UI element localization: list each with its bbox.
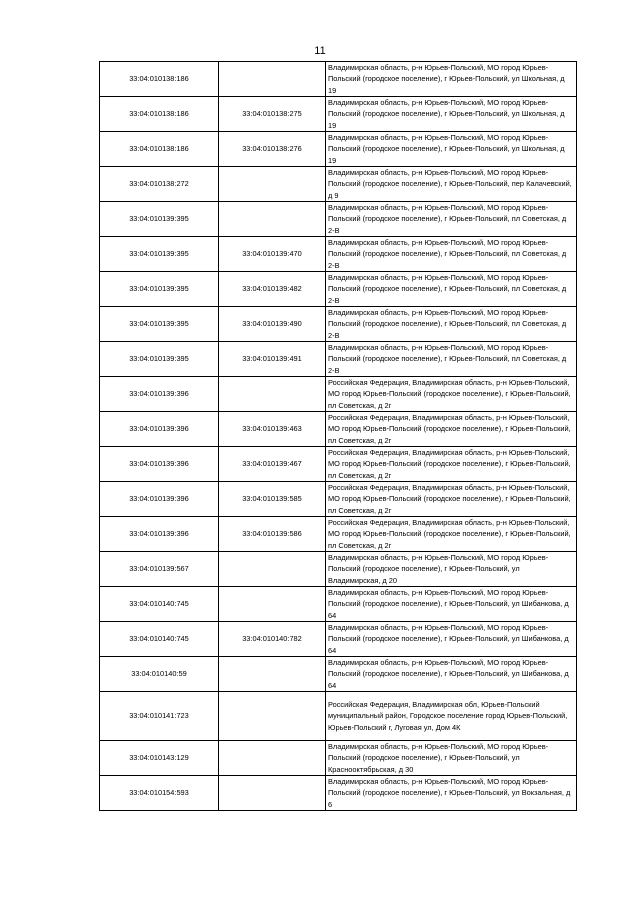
parcel-number-cell: 33:04:010139:396 — [100, 377, 219, 412]
table-row — [100, 622, 577, 657]
object-number-cell: 33:04:010139:585 — [219, 482, 326, 517]
address-cell: Российская Федерация, Владимирская область, р-н Юрьев-Польский, МО город Юрьев-Польский (городское поселение), г Юрьев-Польский, пл Советская, д 2г — [326, 517, 577, 552]
parcel-number-cell: 33:04:010141:723 — [100, 692, 219, 741]
object-number-cell: 33:04:010139:491 — [219, 342, 326, 377]
object-number-cell — [219, 657, 326, 692]
object-number-cell: 33:04:010139:490 — [219, 307, 326, 342]
parcel-number-cell: 33:04:010139:396 — [100, 412, 219, 447]
table-row — [100, 307, 577, 342]
table-row — [100, 97, 577, 132]
parcel-number-cell: 33:04:010139:395 — [100, 342, 219, 377]
address-cell: Российская Федерация, Владимирская область, р-н Юрьев-Польский, МО город Юрьев-Польский (городское поселение), г Юрьев-Польский, пл Советская, д 2г — [326, 377, 577, 412]
address-cell: Владимирская область, р-н Юрьев-Польский, МО город Юрьев-Польский (городское поселение), г Юрьев-Польский, ул Школьная, д 19 — [326, 62, 577, 97]
address-cell: Владимирская область, р-н Юрьев-Польский, МО город Юрьев-Польский (городское поселение), г Юрьев-Польский, ул Шибанкова, д 64 — [326, 622, 577, 657]
address-cell: Владимирская область, р-н Юрьев-Польский, МО город Юрьев-Польский (городское поселение), г Юрьев-Польский, пл Советская, д 2-В — [326, 202, 577, 237]
address-cell: Владимирская область, р-н Юрьев-Польский, МО город Юрьев-Польский (городское поселение), г Юрьев-Польский, ул Шибанкова, д 64 — [326, 657, 577, 692]
parcel-number-cell: 33:04:010139:395 — [100, 307, 219, 342]
parcel-table — [99, 61, 577, 811]
address-cell: Владимирская область, р-н Юрьев-Польский, МО город Юрьев-Польский (городское поселение), г Юрьев-Польский, ул Владимирская, д 20 — [326, 552, 577, 587]
table-row — [100, 342, 577, 377]
address-cell: Владимирская область, р-н Юрьев-Польский, МО город Юрьев-Польский (городское поселение), г Юрьев-Польский, ул Школьная, д 19 — [326, 97, 577, 132]
object-number-cell: 33:04:010139:467 — [219, 447, 326, 482]
parcel-number-cell: 33:04:010139:396 — [100, 482, 219, 517]
table-row — [100, 447, 577, 482]
address-cell: Владимирская область, р-н Юрьев-Польский, МО город Юрьев-Польский (городское поселение), г Юрьев-Польский, ул Школьная, д 19 — [326, 132, 577, 167]
table-row — [100, 776, 577, 811]
parcel-number-cell: 33:04:010143:129 — [100, 741, 219, 776]
parcel-number-cell: 33:04:010140:59 — [100, 657, 219, 692]
object-number-cell — [219, 587, 326, 622]
parcel-number-cell: 33:04:010139:395 — [100, 237, 219, 272]
parcel-number-cell: 33:04:010139:395 — [100, 202, 219, 237]
table-row — [100, 692, 577, 741]
object-number-cell: 33:04:010138:276 — [219, 132, 326, 167]
table-row — [100, 272, 577, 307]
parcel-number-cell: 33:04:010138:186 — [100, 62, 219, 97]
parcel-number-cell: 33:04:010139:567 — [100, 552, 219, 587]
parcel-number-cell: 33:04:010154:593 — [100, 776, 219, 811]
table-row — [100, 377, 577, 412]
table-body — [100, 62, 577, 811]
address-cell: Владимирская область, р-н Юрьев-Польский, МО город Юрьев-Польский (городское поселение), г Юрьев-Польский, ул Вокзальная, д 6 — [326, 776, 577, 811]
parcel-number-cell: 33:04:010140:745 — [100, 622, 219, 657]
table-row — [100, 132, 577, 167]
object-number-cell — [219, 377, 326, 412]
table-row — [100, 62, 577, 97]
address-cell: Владимирская область, р-н Юрьев-Польский, МО город Юрьев-Польский (городское поселение), г Юрьев-Польский, пл Советская, д 2-В — [326, 237, 577, 272]
parcel-number-cell: 33:04:010138:186 — [100, 97, 219, 132]
object-number-cell — [219, 202, 326, 237]
address-cell: Российская Федерация, Владимирская область, р-н Юрьев-Польский, МО город Юрьев-Польский (городское поселение), г Юрьев-Польский, пл Советская, д 2г — [326, 412, 577, 447]
table-row — [100, 412, 577, 447]
parcel-number-cell: 33:04:010139:396 — [100, 517, 219, 552]
address-cell: Владимирская область, р-н Юрьев-Польский, МО город Юрьев-Польский (городское поселение), г Юрьев-Польский, пер Калачевский, д 9 — [326, 167, 577, 202]
object-number-cell — [219, 62, 326, 97]
object-number-cell — [219, 741, 326, 776]
object-number-cell: 33:04:010138:275 — [219, 97, 326, 132]
object-number-cell — [219, 167, 326, 202]
table-row — [100, 517, 577, 552]
parcel-number-cell: 33:04:010138:186 — [100, 132, 219, 167]
object-number-cell — [219, 776, 326, 811]
parcel-number-cell: 33:04:010139:395 — [100, 272, 219, 307]
object-number-cell — [219, 552, 326, 587]
address-cell: Российская Федерация, Владимирская область, р-н Юрьев-Польский, МО город Юрьев-Польский (городское поселение), г Юрьев-Польский, пл Советская, д 2г — [326, 447, 577, 482]
parcel-number-cell: 33:04:010139:396 — [100, 447, 219, 482]
table-row — [100, 741, 577, 776]
object-number-cell — [219, 692, 326, 741]
address-cell: Владимирская область, р-н Юрьев-Польский, МО город Юрьев-Польский (городское поселение), г Юрьев-Польский, пл Советская, д 2-В — [326, 272, 577, 307]
object-number-cell: 33:04:010139:470 — [219, 237, 326, 272]
table-row — [100, 202, 577, 237]
parcel-number-cell: 33:04:010140:745 — [100, 587, 219, 622]
address-cell: Российская Федерация, Владимирская обл, Юрьев-Польский муниципальный район, Городское поселение город Юрьев-Польский, Юрьев-Польский г, Луговая ул, Дом 4К — [326, 692, 577, 741]
table-row — [100, 237, 577, 272]
page-number: 11 — [314, 45, 326, 57]
table-row — [100, 587, 577, 622]
address-cell: Владимирская область, р-н Юрьев-Польский, МО город Юрьев-Польский (городское поселение), г Юрьев-Польский, пл Советская, д 2-В — [326, 307, 577, 342]
table-row — [100, 167, 577, 202]
object-number-cell: 33:04:010140:782 — [219, 622, 326, 657]
object-number-cell: 33:04:010139:586 — [219, 517, 326, 552]
address-cell: Владимирская область, р-н Юрьев-Польский, МО город Юрьев-Польский (городское поселение), г Юрьев-Польский, пл Советская, д 2-В — [326, 342, 577, 377]
object-number-cell: 33:04:010139:463 — [219, 412, 326, 447]
object-number-cell: 33:04:010139:482 — [219, 272, 326, 307]
table-row — [100, 482, 577, 517]
address-cell: Владимирская область, р-н Юрьев-Польский, МО город Юрьев-Польский (городское поселение), г Юрьев-Польский, ул Шибанкова, д 64 — [326, 587, 577, 622]
table-row — [100, 657, 577, 692]
address-cell: Владимирская область, р-н Юрьев-Польский, МО город Юрьев-Польский (городское поселение), г Юрьев-Польский, ул Краснооктябрьская, д 30 — [326, 741, 577, 776]
address-cell: Российская Федерация, Владимирская область, р-н Юрьев-Польский, МО город Юрьев-Польский (городское поселение), г Юрьев-Польский, пл Советская, д 2г — [326, 482, 577, 517]
parcel-number-cell: 33:04:010138:272 — [100, 167, 219, 202]
table-row — [100, 552, 577, 587]
